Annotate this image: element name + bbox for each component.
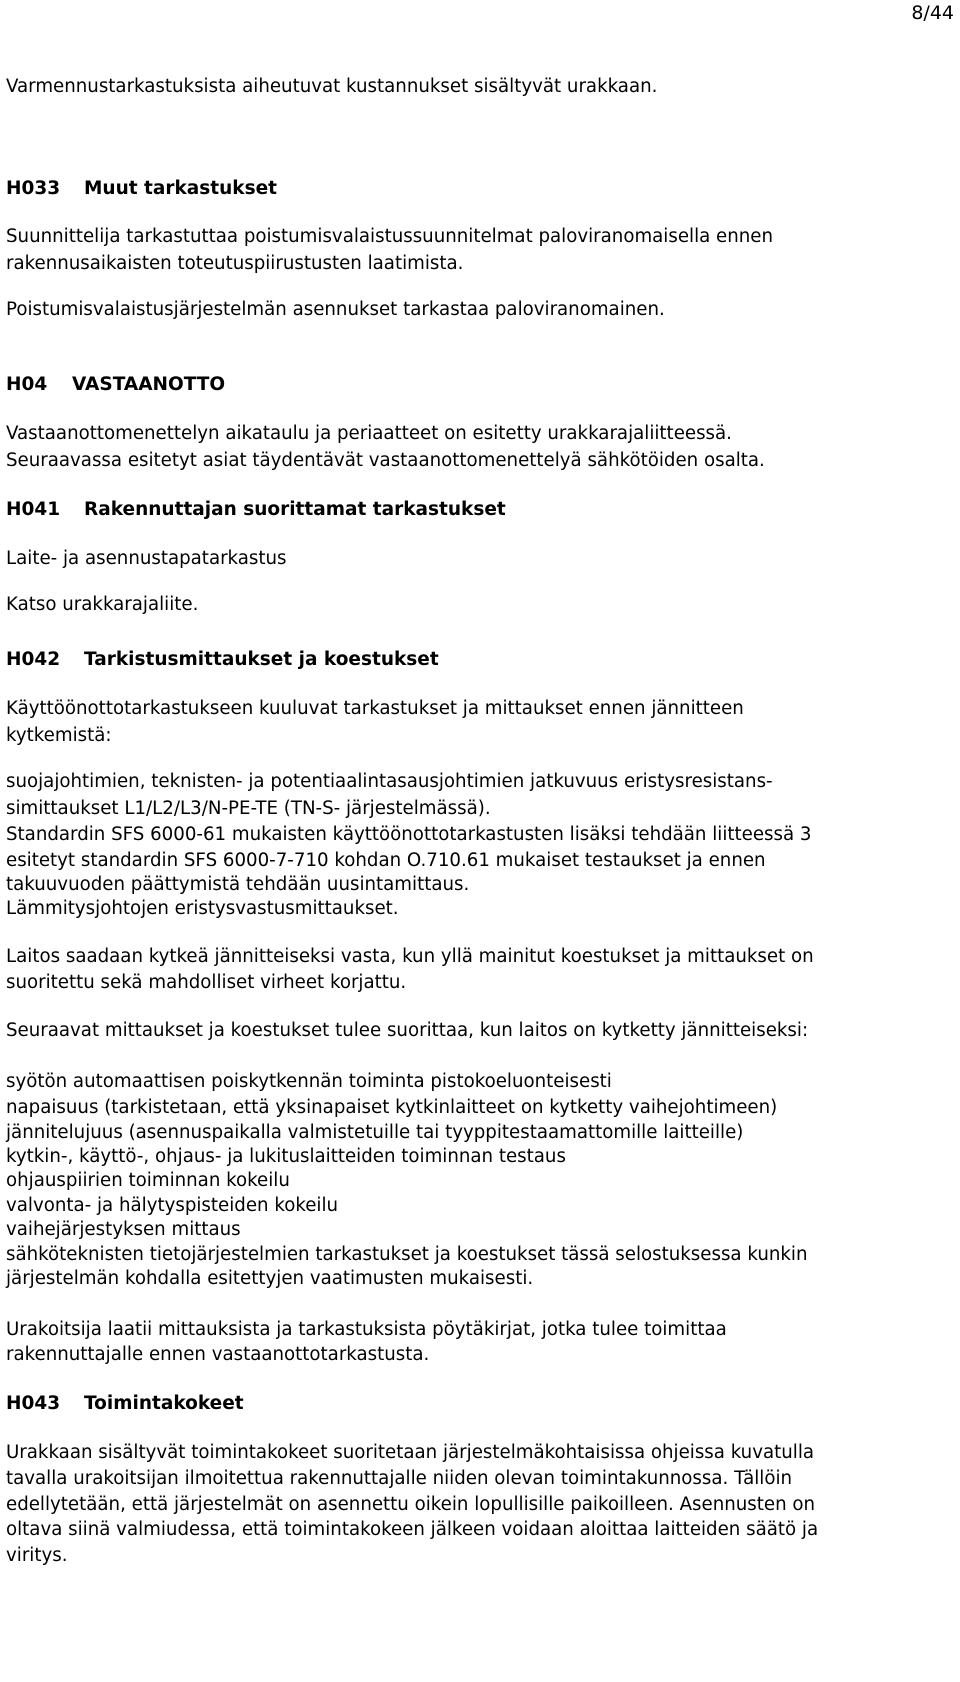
- list-item: napaisuus (tarkistetaan, että yksinapaiset kytkinlaitteet on kytketty vaihejohtimeen): [6, 1097, 778, 1118]
- section-heading-h041: [6, 499, 506, 520]
- section-heading-h043: [6, 1393, 244, 1414]
- intro-paragraph: Varmennustarkastuksista aiheutuvat kustannukset sisältyvät urakkaan.: [6, 76, 658, 97]
- text-line: Urakoitsija laatii mittauksista ja tarkastuksista pöytäkirjat, jotka tulee toimittaa: [6, 1319, 727, 1340]
- text-line: tavalla urakoitsijan ilmoitettua rakennuttajalle niiden olevan toimintakunnossa. Tällöin: [6, 1468, 793, 1489]
- text-line: Katso urakkarajaliite.: [6, 594, 199, 615]
- section-heading-h033: [6, 178, 278, 199]
- text-line: Poistumisvalaistusjärjestelmän asennukset tarkastaa paloviranomainen.: [6, 299, 665, 320]
- text-line: rakennusaikaisten toteutuspiirustusten laatimista.: [6, 253, 464, 274]
- section-code: H033: [6, 178, 61, 199]
- text-line: suoritettu sekä mahdolliset virheet korjattu.: [6, 972, 407, 993]
- list-item: sähköteknisten tietojärjestelmien tarkastukset ja koestukset tässä selostuksessa kunkin: [6, 1244, 808, 1265]
- text-line: esitetyt standardin SFS 6000-7-710 kohdan O.710.61 mukaiset testaukset ja ennen: [6, 850, 766, 871]
- text-line: suojajohtimien, teknisten- ja potentiaalintasausjohtimien jatkuvuus eristysresistans-: [6, 771, 773, 792]
- section-title: Tarkistusmittaukset ja koestukset: [84, 649, 439, 670]
- list-item: ohjauspiirien toiminnan kokeilu: [6, 1170, 290, 1191]
- page-number: 8/44: [911, 2, 954, 24]
- text-line: Vastaanottomenettelyn aikataulu ja periaatteet on esitetty urakkarajaliitteessä.: [6, 423, 732, 444]
- text-line: edellytetään, että järjestelmät on asennettu oikein lopullisille paikoilleen. Asennusten on: [6, 1494, 816, 1515]
- text-line: Seuraavassa esitetyt asiat täydentävät vastaanottomenettelyä sähkötöiden osalta.: [6, 450, 765, 471]
- section-heading-h042: [6, 649, 439, 670]
- list-item: jännitelujuus (asennuspaikalla valmistetuille tai tyyppitestaamattomille laitteille): [6, 1122, 744, 1143]
- text-line: oltava siinä valmiudessa, että toimintakokeen jälkeen voidaan aloittaa laitteiden säätö ja: [6, 1519, 819, 1540]
- text-line: Laitos saadaan kytkeä jännitteiseksi vasta, kun yllä mainitut koestukset ja mittaukset on: [6, 946, 814, 967]
- section-title: Muut tarkastukset: [84, 178, 278, 199]
- text-line: Käyttöönottotarkastukseen kuuluvat tarkastukset ja mittaukset ennen jännitteen: [6, 698, 744, 719]
- text-line: Urakkaan sisältyvät toimintakokeet suoritetaan järjestelmäkohtaisissa ohjeissa kuvatulla: [6, 1442, 815, 1463]
- text-line: Standardin SFS 6000-61 mukaisten käyttöönottotarkastusten lisäksi tehdään liitteessä 3: [6, 824, 812, 845]
- text-line: simittaukset L1/L2/L3/N-PE-TE (TN-S- järjestelmässä).: [6, 798, 491, 819]
- text-line: Seuraavat mittaukset ja koestukset tulee suorittaa, kun laitos on kytketty jännitteiseksi:: [6, 1020, 809, 1041]
- text-line: Suunnittelija tarkastuttaa poistumisvalaistussuunnitelmat paloviranomaisella ennen: [6, 226, 774, 247]
- text-line: rakennuttajalle ennen vastaanottotarkastusta.: [6, 1344, 430, 1365]
- subsection-title: Laite- ja asennustapatarkastus: [6, 548, 287, 569]
- text-line: Lämmitysjohtojen eristysvastusmittaukset.: [6, 898, 399, 919]
- section-title: Toimintakokeet: [84, 1393, 244, 1414]
- section-code: H04: [6, 374, 48, 395]
- section-title: VASTAANOTTO: [72, 374, 226, 395]
- list-item: kytkin-, käyttö-, ohjaus- ja lukituslaitteiden toiminnan testaus: [6, 1146, 566, 1167]
- text-line: viritys.: [6, 1545, 68, 1566]
- list-item: järjestelmän kohdalla esitettyjen vaatimusten mukaisesti.: [6, 1268, 534, 1289]
- section-heading-h04: [6, 374, 226, 395]
- list-item: vaihejärjestyksen mittaus: [6, 1219, 241, 1240]
- section-code: H042: [6, 649, 61, 670]
- list-item: syötön automaattisen poiskytkennän toiminta pistokoeluonteisesti: [6, 1071, 612, 1092]
- text-line: kytkemistä:: [6, 725, 112, 746]
- section-title: Rakennuttajan suorittamat tarkastukset: [84, 499, 506, 520]
- list-item: valvonta- ja hälytyspisteiden kokeilu: [6, 1195, 339, 1216]
- text-line: takuuvuoden päättymistä tehdään uusintamittaus.: [6, 874, 470, 895]
- section-code: H041: [6, 499, 61, 520]
- section-code: H043: [6, 1393, 61, 1414]
